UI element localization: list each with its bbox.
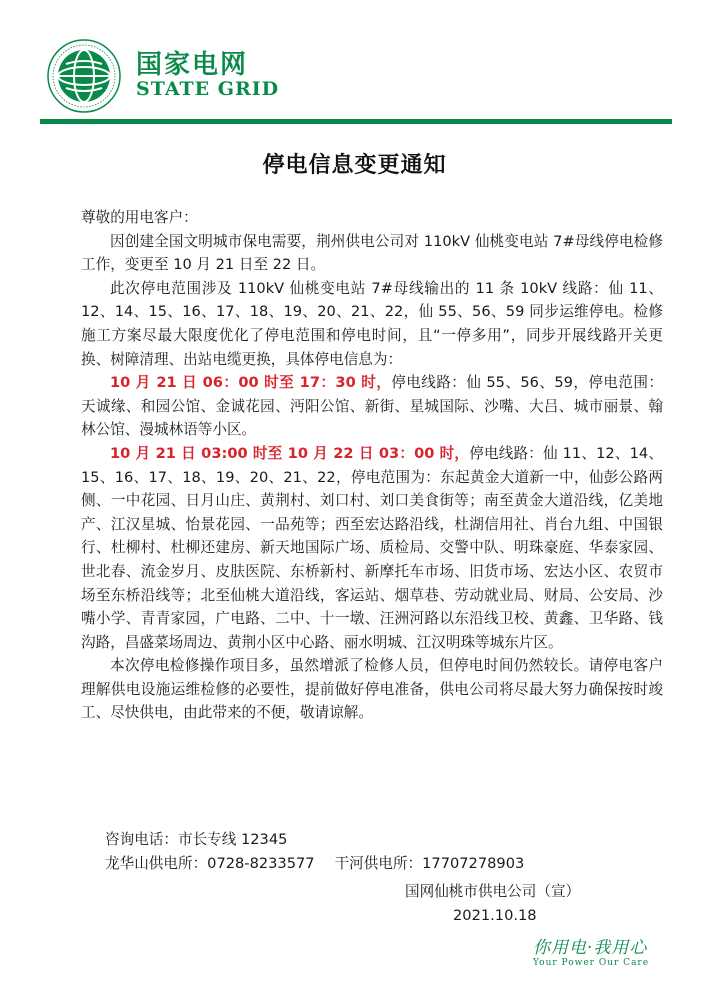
issue-date: 2021.10.18 bbox=[453, 907, 537, 924]
station-1-phone: 龙华山供电所：0728-8233577 bbox=[105, 855, 315, 872]
header-divider bbox=[40, 119, 672, 124]
paragraph-scope: 此次停电范围涉及 110kV 仙桃变电站 7#母线输出的 11 条 10kV 线路：仙 11、12、14、15、16、17、18、19、20、21、22，仙 55、56、59 同步运维停电。检修施工方案尽最大限度优化了停电范围和停电时间，且“一停多用”，同步开展线路开关更换、树障清理、出站电缆更换，具体停电信息为： bbox=[81, 279, 663, 368]
state-grid-logo-icon bbox=[46, 38, 122, 114]
station-phones bbox=[105, 852, 524, 876]
issuer-org: 国网仙桃市供电公司（宣） bbox=[405, 883, 581, 900]
outage-1-time: 10 月 21 日 06：00 时至 17：30 时， bbox=[110, 374, 392, 392]
notice-body bbox=[81, 206, 663, 725]
letterhead bbox=[0, 0, 709, 124]
outage-2-time: 10 月 21 日 03:00 时至 10 月 22 日 03：00 时， bbox=[110, 444, 470, 462]
paragraph-outage-1 bbox=[81, 371, 663, 442]
slogan-en: Your Power Our Care bbox=[533, 958, 650, 968]
contact-info bbox=[105, 828, 524, 876]
brand-name-en: STATE GRID bbox=[136, 78, 280, 100]
salutation: 尊敬的用电客户： bbox=[81, 209, 198, 226]
slogan-cn: 你用电·我用心 bbox=[533, 938, 648, 958]
paragraph-outage-2 bbox=[81, 442, 663, 654]
paragraph-closing: 本次停电检修操作项目多，虽然增派了检修人员，但停电时间仍然较长。请停电客户理解供电设施运维检修的必要性，提前做好停电准备，供电公司将尽最大努力确保按时竣工、尽快供电，由此带来的不便，敬请谅解。 bbox=[81, 657, 663, 722]
brand-name-cn: 国家电网 bbox=[136, 50, 249, 80]
outage-1-detail: 停电线路：仙 55、56、59，停电范围：天诚缘、和园公馆、金诚花园、沔阳公馆、新街、星城国际、沙嘴、大吕、城市丽景、翰林公馆、漫城林语等小区。 bbox=[81, 374, 663, 439]
hotline: 咨询电话：市长专线 12345 bbox=[105, 831, 288, 848]
station-2-phone: 干河供电所：17707278903 bbox=[334, 855, 525, 872]
paragraph-reason: 因创建全国文明城市保电需要，荆州供电公司对 110kV 仙桃变电站 7#母线停电检修工作，变更至 10 月 21 日至 22 日。 bbox=[81, 232, 663, 274]
notice-title: 停电信息变更通知 bbox=[262, 153, 447, 178]
outage-2-detail: 停电线路：仙 11、12、14、15、16、17、18、19、20、21、22，停电范围为：东起黄金大道新一中，仙彭公路两侧、一中花园、日月山庄、黄荆村、刘口村、刘口美食街等；南至黄金大道沿线，亿美地产、江汉星城、怡景花园、一品苑等；西至宏达路沿线，杜湖信用社、肖台九组、中国银行、杜柳村、杜柳还建房、新天地国际广场、质检局、交警中队、明珠豪庭、华泰家园、世北春、流金岁月、皮肤医院、东桥新村、新摩托车市场、旧货市场、宏达小区、农贸市场至东桥沿线等；北至仙桃大道沿线，客运站、烟草巷、劳动就业局、财局、公安局、沙嘴小学、青青家园，广电路、二中、十一墩、汪洲河路以东沿线卫校、黄鑫、卫华路、钱沟路，昌盛菜场周边、黄荆小区中心路、丽水明城、江汉明珠等城东片区。 bbox=[81, 444, 663, 651]
